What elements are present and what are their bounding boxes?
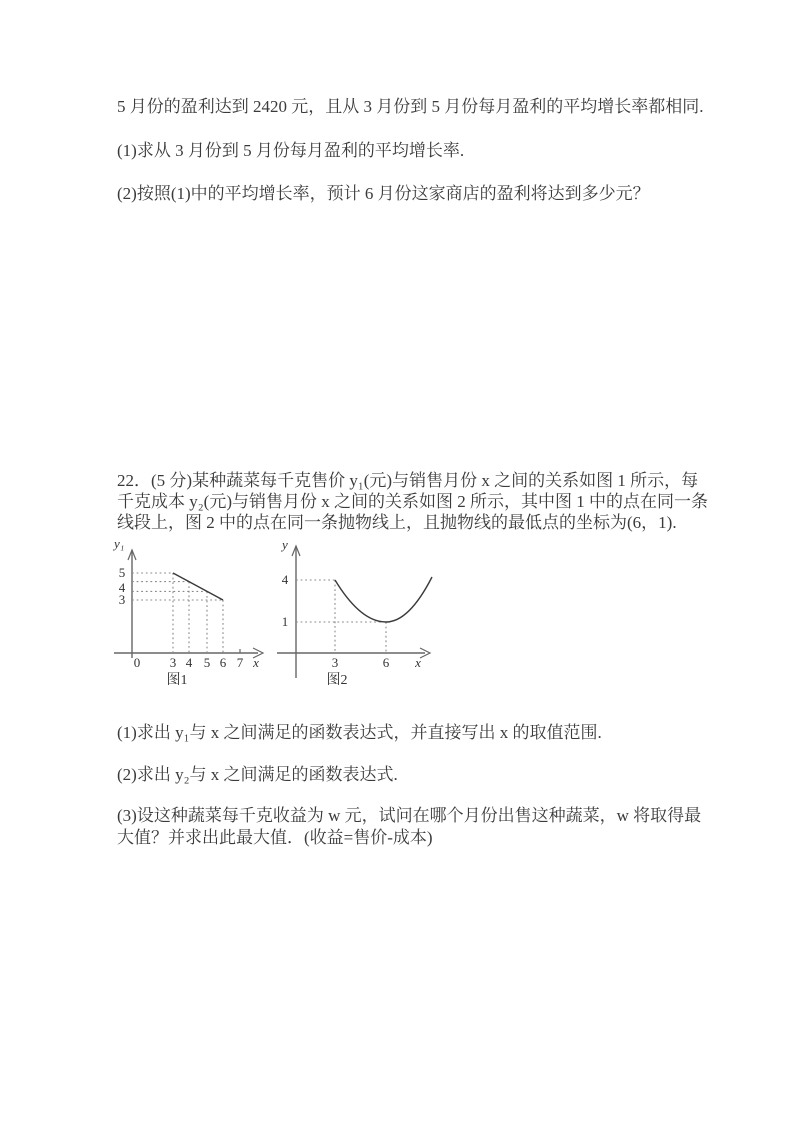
figure1-y-tick-3: 3 — [118, 592, 126, 607]
problem22-question1: (1)求出 y₁与 x 之间满足的函数表达式，并直接写出 x 的取值范围. — [117, 723, 602, 742]
figure1-x-tick-7: 7 — [236, 655, 244, 670]
figure1-x-tick-4: 4 — [185, 655, 193, 670]
problem22-question3-line2: 大值？并求出此最大值．(收益=售价-成本) — [117, 828, 433, 847]
figure1-origin-label: 0 — [133, 655, 141, 670]
figure1-x-tick-3: 3 — [169, 655, 177, 670]
figure2-x-tick-6: 6 — [382, 655, 390, 670]
problem21-intro: 5 月份的盈利达到 2420 元，且从 3 月份到 5 月份每月盈利的平均增长率都相同. — [117, 97, 704, 116]
figure2-y-tick-4: 4 — [281, 572, 289, 587]
problem22-question3-line1: (3)设这种蔬菜每千克收益为 w 元，试问在哪个月份出售这种蔬菜，w 将取得最 — [117, 806, 702, 825]
problem22-stem-line3: 线段上，图 2 中的点在同一条抛物线上，且抛物线的最低点的坐标为(6，1). — [117, 513, 677, 532]
figure2-y-tick-1: 1 — [281, 614, 289, 629]
figure2-caption: 图2 — [326, 673, 348, 688]
problem22-stem-line1: 22．(5 分)某种蔬菜每千克售价 y₁(元)与销售月份 x 之间的关系如图 1 所示，每 — [117, 471, 699, 490]
figure2-x-tick-3: 3 — [331, 655, 339, 670]
figure1-y-tick-4: 4 — [118, 580, 126, 595]
figure1-segment — [173, 573, 223, 600]
problem21-part2: (2)按照(1)中的平均增长率，预计 6 月份这家商店的盈利将达到多少元？ — [117, 184, 650, 203]
figure1-y-axis-label: y₁ — [114, 536, 125, 551]
figure2-y-axis-label: y — [282, 537, 288, 552]
problem22-stem-line2: 千克成本 y₂(元)与销售月份 x 之间的关系如图 2 所示，其中图 1 中的点在同一条 — [117, 492, 708, 511]
figure2-parabola — [335, 577, 432, 622]
figure1-graph — [106, 536, 276, 691]
figure2-graph — [273, 536, 443, 691]
problem21-part1: (1)求从 3 月份到 5 月份每月盈利的平均增长率. — [117, 141, 465, 160]
figure1-x-tick-6: 6 — [219, 655, 227, 670]
figure1-x-tick-5: 5 — [203, 655, 211, 670]
figure1-x-axis-label: x — [253, 655, 259, 670]
figure1-y-tick-5: 5 — [118, 565, 126, 580]
problem22-question2: (2)求出 y₂与 x 之间满足的函数表达式. — [117, 765, 398, 784]
figure1-caption: 图1 — [166, 673, 188, 688]
figure2-x-axis-label: x — [415, 655, 421, 670]
